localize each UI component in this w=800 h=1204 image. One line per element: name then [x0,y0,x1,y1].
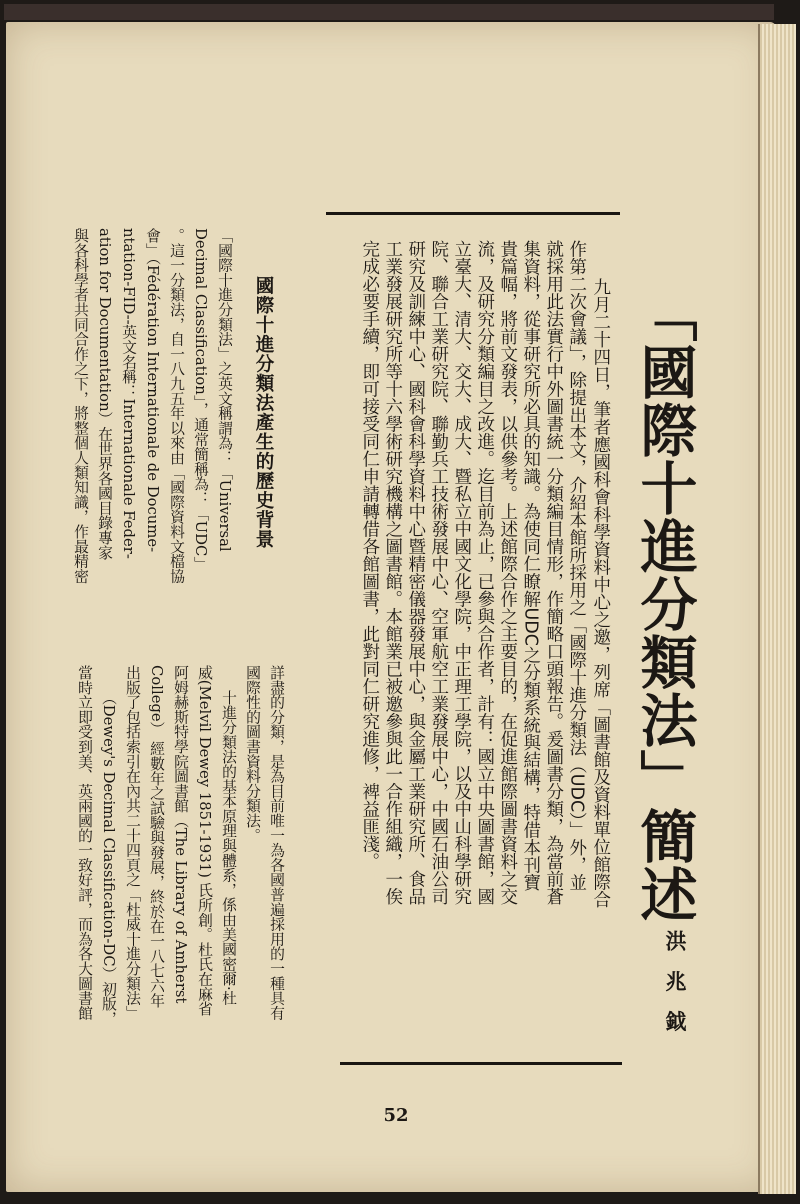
book-spine-edge [4,4,774,20]
body-line: 出版了包括索引在內共二十四頁之「杜威十進分類法」 [124,665,141,1021]
intro-line: 就採用此法實行中外圖書統一分類編目情形，作簡略口頭報告。爰圖書分類，為當前蒼 [543,240,564,905]
intro-line: 流，及研究分類編目之改進。迄目前為止，已參與合作者，計有：國立中央圖書館，國 [474,240,495,905]
body-line: 當時立即受到美、英兩國的一致好評，而為各大圖書館 [76,665,93,1021]
intro-bottom-rule [340,1062,622,1065]
intro-line: 研究及訓練中心、國科會科學資料中心暨精密儀器發展中心，與金屬工業研究所、食品 [405,240,426,905]
body-line: 威(Melvil Dewey 1851-1931) 氏所創。杜氏在麻省 [196,665,213,1016]
article-title: 「國際十進分類法」簡述 [631,285,697,923]
body-line: ation for Documentation）在世界各國目錄專家 [96,228,113,560]
body-line: College） 經數年之試驗與發展，終於在一八七六年 [148,665,165,1008]
intro-line: 立臺大、清大、交大、成大、暨私立中國文化學院，中正理工學院，以及中山科學研究 [451,240,472,905]
author-name: 洪 兆 鉞 [663,930,687,1038]
intro-line: 工業發展研究所等十六學術研究機構之圖書館。本館業已被邀參與此一合作組織，一俟 [382,240,403,905]
body-line: 十進分類法的基本原理與體系，係由美國密爾·杜 [220,690,237,1006]
body-line: ntation-FID--英文名稱：Internationale Feder- [120,228,137,559]
intro-line: 作第二次會議」，除提出本文，介紹本館所採用之「國際十進分類法（UDC）」外，並 [566,240,587,892]
intro-line: 集資料，從事研究所必具的知識。為使同仁瞭解UDC之分類系統與結構，特借本刊寶 [520,240,541,892]
body-line: Decimal Classification」，通常簡稱為：「UDC」 [192,228,209,572]
intro-line: 院、聯合工業研究院、聯勤兵工技術發展中心、空軍航空工業發展中心，中國石油公司 [428,240,449,905]
body-line: 阿姆赫斯特學院圖書館（The Library of Amherst [172,665,189,1004]
body-line: （Dewey's Decimal Classification-DC）初版， [100,690,117,1026]
intro-top-rule [326,212,620,215]
section-heading: 國際十進分類法產生的歷史背景 [253,276,274,549]
body-line: 「國際十進分類法」之英文稱謂為：「Universal [216,228,233,552]
body-line: 與各科學者共同合作之下，將整個人類知識，作最精密 [72,228,89,584]
intro-line: 貴篇幅，將前文發表，以供參考。上述館際合作之主要目的，在促進館際圖書資料之交 [497,240,518,905]
body-line: 。這一分類法，自一八九五年以來由「國際資料文檔協 [168,228,185,584]
body-line: 會」（Fédération Internationale de Docume- [144,228,161,553]
intro-line: 完成必要手續，即可接受同仁申請轉借各館圖書，此對同仁研究進修，裨益匪淺。 [359,240,380,870]
page-number: 52 [383,1105,409,1126]
intro-line: 九月二十四日，筆者應國科會科學資料中心之邀，列席「圖書館及資料單位館際合 [590,278,611,908]
body-line: 國際性的圖書資料分類法。 [244,665,261,843]
body-line: 詳盡的分類，是為目前唯一為各國普遍採用的一種具有 [268,665,285,1021]
page-stack-edge [758,24,796,1194]
